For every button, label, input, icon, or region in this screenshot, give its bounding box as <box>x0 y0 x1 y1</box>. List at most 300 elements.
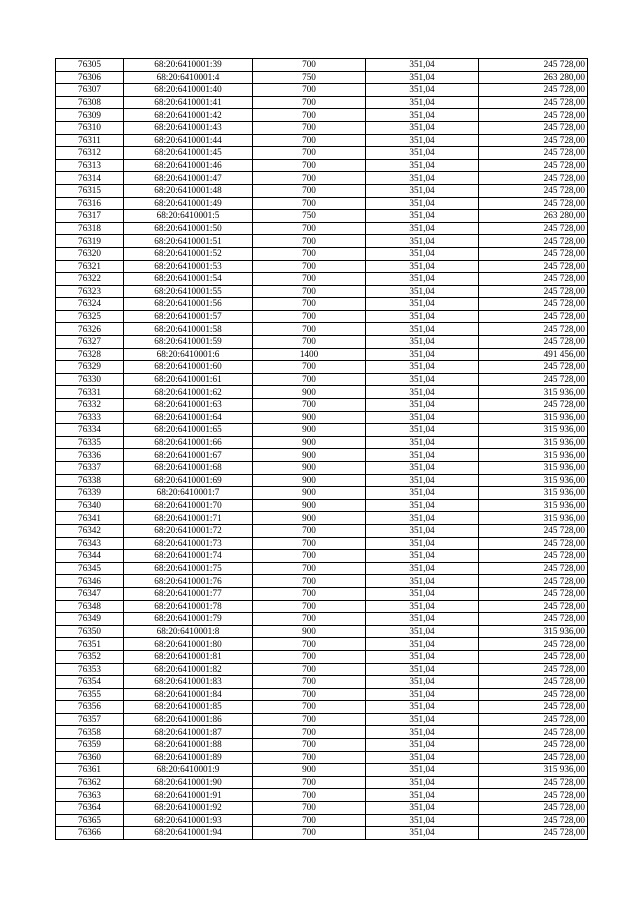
cadastral-number-cell: 68:20:6410001:44 <box>124 134 253 147</box>
value-cell: 315 936,00 <box>479 462 588 475</box>
value-cell: 245 728,00 <box>479 109 588 122</box>
row-number-cell: 76309 <box>56 109 124 122</box>
rate-cell: 351,04 <box>366 310 479 323</box>
cadastral-number-cell: 68:20:6410001:70 <box>124 499 253 512</box>
value-cell: 491 456,00 <box>479 348 588 361</box>
area-cell: 700 <box>253 600 366 613</box>
row-number-cell: 76331 <box>56 386 124 399</box>
area-cell: 700 <box>253 789 366 802</box>
table-row <box>56 172 588 185</box>
cadastral-number-cell: 68:20:6410001:42 <box>124 109 253 122</box>
table-row <box>56 260 588 273</box>
cadastral-number-cell: 68:20:6410001:52 <box>124 247 253 260</box>
cadastral-number-cell: 68:20:6410001:67 <box>124 449 253 462</box>
value-cell: 245 728,00 <box>479 134 588 147</box>
value-cell: 263 280,00 <box>479 71 588 84</box>
table-row <box>56 348 588 361</box>
row-number-cell: 76351 <box>56 638 124 651</box>
area-cell: 700 <box>253 676 366 689</box>
row-number-cell: 76322 <box>56 273 124 286</box>
cadastral-number-cell: 68:20:6410001:5 <box>124 210 253 223</box>
area-cell: 700 <box>253 650 366 663</box>
row-number-cell: 76320 <box>56 247 124 260</box>
cadastral-number-cell: 68:20:6410001:48 <box>124 184 253 197</box>
area-cell: 700 <box>253 688 366 701</box>
value-cell: 245 728,00 <box>479 613 588 626</box>
area-cell: 700 <box>253 197 366 210</box>
rate-cell: 351,04 <box>366 650 479 663</box>
area-cell: 700 <box>253 247 366 260</box>
row-number-cell: 76353 <box>56 663 124 676</box>
cadastral-number-cell: 68:20:6410001:74 <box>124 550 253 563</box>
area-cell: 700 <box>253 524 366 537</box>
rate-cell: 351,04 <box>366 172 479 185</box>
area-cell: 900 <box>253 512 366 525</box>
cadastral-number-cell: 68:20:6410001:84 <box>124 688 253 701</box>
rate-cell: 351,04 <box>366 802 479 815</box>
value-cell: 245 728,00 <box>479 121 588 134</box>
table-row <box>56 147 588 160</box>
cadastral-number-cell: 68:20:6410001:41 <box>124 96 253 109</box>
area-cell: 700 <box>253 562 366 575</box>
rate-cell: 351,04 <box>366 474 479 487</box>
value-cell: 245 728,00 <box>479 713 588 726</box>
rate-cell: 351,04 <box>366 411 479 424</box>
cadastral-number-cell: 68:20:6410001:45 <box>124 147 253 160</box>
row-number-cell: 76354 <box>56 676 124 689</box>
row-number-cell: 76342 <box>56 524 124 537</box>
rate-cell: 351,04 <box>366 197 479 210</box>
cadastral-number-cell: 68:20:6410001:53 <box>124 260 253 273</box>
row-number-cell: 76346 <box>56 575 124 588</box>
table-row <box>56 524 588 537</box>
value-cell: 245 728,00 <box>479 600 588 613</box>
row-number-cell: 76343 <box>56 537 124 550</box>
cadastral-number-cell: 68:20:6410001:81 <box>124 650 253 663</box>
row-number-cell: 76359 <box>56 739 124 752</box>
value-cell: 245 728,00 <box>479 172 588 185</box>
value-cell: 315 936,00 <box>479 386 588 399</box>
rate-cell: 351,04 <box>366 109 479 122</box>
value-cell: 245 728,00 <box>479 184 588 197</box>
row-number-cell: 76357 <box>56 713 124 726</box>
cadastral-number-cell: 68:20:6410001:75 <box>124 562 253 575</box>
cadastral-number-cell: 68:20:6410001:60 <box>124 361 253 374</box>
row-number-cell: 76335 <box>56 436 124 449</box>
cadastral-number-cell: 68:20:6410001:49 <box>124 197 253 210</box>
table-row <box>56 310 588 323</box>
cadastral-number-cell: 68:20:6410001:69 <box>124 474 253 487</box>
value-cell: 245 728,00 <box>479 827 588 840</box>
value-cell: 315 936,00 <box>479 625 588 638</box>
value-cell: 245 728,00 <box>479 524 588 537</box>
area-cell: 700 <box>253 159 366 172</box>
cadastral-number-cell: 68:20:6410001:55 <box>124 285 253 298</box>
table-row <box>56 701 588 714</box>
row-number-cell: 76310 <box>56 121 124 134</box>
table-row <box>56 373 588 386</box>
table-row <box>56 298 588 311</box>
area-cell: 700 <box>253 575 366 588</box>
row-number-cell: 76313 <box>56 159 124 172</box>
row-number-cell: 76314 <box>56 172 124 185</box>
value-cell: 245 728,00 <box>479 575 588 588</box>
cadastral-number-cell: 68:20:6410001:62 <box>124 386 253 399</box>
rate-cell: 351,04 <box>366 550 479 563</box>
value-cell: 245 728,00 <box>479 273 588 286</box>
cadastral-number-cell: 68:20:6410001:82 <box>124 663 253 676</box>
table-row <box>56 361 588 374</box>
value-cell: 245 728,00 <box>479 147 588 160</box>
rate-cell: 351,04 <box>366 638 479 651</box>
cadastral-number-cell: 68:20:6410001:78 <box>124 600 253 613</box>
value-cell: 263 280,00 <box>479 210 588 223</box>
row-number-cell: 76328 <box>56 348 124 361</box>
value-cell: 245 728,00 <box>479 650 588 663</box>
cadastral-number-cell: 68:20:6410001:83 <box>124 676 253 689</box>
area-cell: 700 <box>253 638 366 651</box>
area-cell: 700 <box>253 802 366 815</box>
value-cell: 315 936,00 <box>479 512 588 525</box>
row-number-cell: 76349 <box>56 613 124 626</box>
area-cell: 900 <box>253 462 366 475</box>
table-row <box>56 159 588 172</box>
row-number-cell: 76305 <box>56 59 124 72</box>
area-cell: 900 <box>253 625 366 638</box>
rate-cell: 351,04 <box>366 210 479 223</box>
value-cell: 245 728,00 <box>479 802 588 815</box>
area-cell: 900 <box>253 386 366 399</box>
table-row <box>56 802 588 815</box>
area-cell: 900 <box>253 411 366 424</box>
value-cell: 245 728,00 <box>479 399 588 412</box>
cadastral-number-cell: 68:20:6410001:56 <box>124 298 253 311</box>
table-row <box>56 587 588 600</box>
table-row <box>56 625 588 638</box>
area-cell: 900 <box>253 436 366 449</box>
area-cell: 700 <box>253 260 366 273</box>
rate-cell: 351,04 <box>366 96 479 109</box>
rate-cell: 351,04 <box>366 726 479 739</box>
table-row <box>56 134 588 147</box>
value-cell: 245 728,00 <box>479 638 588 651</box>
rate-cell: 351,04 <box>366 600 479 613</box>
rate-cell: 351,04 <box>366 336 479 349</box>
table-row <box>56 789 588 802</box>
area-cell: 700 <box>253 222 366 235</box>
rate-cell: 351,04 <box>366 298 479 311</box>
table-row <box>56 487 588 500</box>
table-row <box>56 285 588 298</box>
cadastral-number-cell: 68:20:6410001:46 <box>124 159 253 172</box>
rate-cell: 351,04 <box>366 512 479 525</box>
cadastral-number-cell: 68:20:6410001:7 <box>124 487 253 500</box>
rate-cell: 351,04 <box>366 399 479 412</box>
area-cell: 900 <box>253 764 366 777</box>
row-number-cell: 76312 <box>56 147 124 160</box>
value-cell: 245 728,00 <box>479 298 588 311</box>
area-cell: 700 <box>253 701 366 714</box>
row-number-cell: 76334 <box>56 424 124 437</box>
table-row <box>56 499 588 512</box>
rate-cell: 351,04 <box>366 449 479 462</box>
area-cell: 700 <box>253 751 366 764</box>
area-cell: 700 <box>253 310 366 323</box>
rate-cell: 351,04 <box>366 688 479 701</box>
rate-cell: 351,04 <box>366 424 479 437</box>
table-row <box>56 764 588 777</box>
row-number-cell: 76366 <box>56 827 124 840</box>
rate-cell: 351,04 <box>366 147 479 160</box>
table-row <box>56 247 588 260</box>
table-row <box>56 726 588 739</box>
cadastral-number-cell: 68:20:6410001:6 <box>124 348 253 361</box>
area-cell: 900 <box>253 424 366 437</box>
rate-cell: 351,04 <box>366 751 479 764</box>
value-cell: 245 728,00 <box>479 789 588 802</box>
row-number-cell: 76333 <box>56 411 124 424</box>
table-row <box>56 512 588 525</box>
row-number-cell: 76340 <box>56 499 124 512</box>
table-row <box>56 121 588 134</box>
table-row <box>56 474 588 487</box>
table-row <box>56 537 588 550</box>
area-cell: 700 <box>253 814 366 827</box>
table-row <box>56 575 588 588</box>
cadastral-number-cell: 68:20:6410001:65 <box>124 424 253 437</box>
area-cell: 900 <box>253 449 366 462</box>
rate-cell: 351,04 <box>366 84 479 97</box>
rate-cell: 351,04 <box>366 462 479 475</box>
cadastral-number-cell: 68:20:6410001:88 <box>124 739 253 752</box>
value-cell: 245 728,00 <box>479 285 588 298</box>
rate-cell: 351,04 <box>366 676 479 689</box>
table-row <box>56 323 588 336</box>
value-cell: 245 728,00 <box>479 260 588 273</box>
table-row <box>56 399 588 412</box>
table-row <box>56 386 588 399</box>
row-number-cell: 76345 <box>56 562 124 575</box>
row-number-cell: 76360 <box>56 751 124 764</box>
row-number-cell: 76306 <box>56 71 124 84</box>
area-cell: 750 <box>253 71 366 84</box>
area-cell: 700 <box>253 827 366 840</box>
row-number-cell: 76317 <box>56 210 124 223</box>
area-cell: 700 <box>253 323 366 336</box>
area-cell: 700 <box>253 285 366 298</box>
row-number-cell: 76365 <box>56 814 124 827</box>
area-cell: 700 <box>253 273 366 286</box>
area-cell: 750 <box>253 210 366 223</box>
value-cell: 245 728,00 <box>479 235 588 248</box>
value-cell: 315 936,00 <box>479 764 588 777</box>
rate-cell: 351,04 <box>366 222 479 235</box>
cadastral-number-cell: 68:20:6410001:47 <box>124 172 253 185</box>
row-number-cell: 76321 <box>56 260 124 273</box>
area-cell: 700 <box>253 587 366 600</box>
row-number-cell: 76325 <box>56 310 124 323</box>
rate-cell: 351,04 <box>366 663 479 676</box>
cadastral-number-cell: 68:20:6410001:39 <box>124 59 253 72</box>
table-row <box>56 562 588 575</box>
row-number-cell: 76315 <box>56 184 124 197</box>
rate-cell: 351,04 <box>366 524 479 537</box>
cadastral-number-cell: 68:20:6410001:8 <box>124 625 253 638</box>
rate-cell: 351,04 <box>366 247 479 260</box>
cadastral-number-cell: 68:20:6410001:73 <box>124 537 253 550</box>
area-cell: 700 <box>253 373 366 386</box>
value-cell: 245 728,00 <box>479 688 588 701</box>
table-row <box>56 550 588 563</box>
area-cell: 900 <box>253 499 366 512</box>
cadastral-number-cell: 68:20:6410001:94 <box>124 827 253 840</box>
value-cell: 245 728,00 <box>479 59 588 72</box>
table-row <box>56 84 588 97</box>
value-cell: 245 728,00 <box>479 550 588 563</box>
rate-cell: 351,04 <box>366 499 479 512</box>
table-row <box>56 235 588 248</box>
rate-cell: 351,04 <box>366 739 479 752</box>
rate-cell: 351,04 <box>366 764 479 777</box>
area-cell: 900 <box>253 474 366 487</box>
value-cell: 245 728,00 <box>479 96 588 109</box>
rate-cell: 351,04 <box>366 348 479 361</box>
rate-cell: 351,04 <box>366 386 479 399</box>
value-cell: 315 936,00 <box>479 449 588 462</box>
row-number-cell: 76339 <box>56 487 124 500</box>
table-row <box>56 71 588 84</box>
rate-cell: 351,04 <box>366 436 479 449</box>
cadastral-number-cell: 68:20:6410001:77 <box>124 587 253 600</box>
row-number-cell: 76311 <box>56 134 124 147</box>
area-cell: 700 <box>253 59 366 72</box>
row-number-cell: 76316 <box>56 197 124 210</box>
cadastral-number-cell: 68:20:6410001:57 <box>124 310 253 323</box>
table-row <box>56 814 588 827</box>
table-row <box>56 613 588 626</box>
cadastral-number-cell: 68:20:6410001:87 <box>124 726 253 739</box>
row-number-cell: 76319 <box>56 235 124 248</box>
value-cell: 245 728,00 <box>479 751 588 764</box>
rate-cell: 351,04 <box>366 487 479 500</box>
area-cell: 700 <box>253 121 366 134</box>
area-cell: 700 <box>253 109 366 122</box>
cadastral-number-cell: 68:20:6410001:68 <box>124 462 253 475</box>
table-body <box>56 59 588 840</box>
value-cell: 245 728,00 <box>479 562 588 575</box>
area-cell: 700 <box>253 537 366 550</box>
cadastral-number-cell: 68:20:6410001:4 <box>124 71 253 84</box>
table-row <box>56 109 588 122</box>
row-number-cell: 76347 <box>56 587 124 600</box>
row-number-cell: 76330 <box>56 373 124 386</box>
rate-cell: 351,04 <box>366 613 479 626</box>
table-row <box>56 336 588 349</box>
value-cell: 245 728,00 <box>479 776 588 789</box>
row-number-cell: 76348 <box>56 600 124 613</box>
rate-cell: 351,04 <box>366 562 479 575</box>
table-row <box>56 600 588 613</box>
value-cell: 245 728,00 <box>479 373 588 386</box>
row-number-cell: 76307 <box>56 84 124 97</box>
cadastral-number-cell: 68:20:6410001:72 <box>124 524 253 537</box>
cadastral-number-cell: 68:20:6410001:86 <box>124 713 253 726</box>
area-cell: 700 <box>253 96 366 109</box>
row-number-cell: 76362 <box>56 776 124 789</box>
table-row <box>56 739 588 752</box>
value-cell: 245 728,00 <box>479 310 588 323</box>
row-number-cell: 76337 <box>56 462 124 475</box>
value-cell: 245 728,00 <box>479 726 588 739</box>
rate-cell: 351,04 <box>366 59 479 72</box>
cadastral-number-cell: 68:20:6410001:66 <box>124 436 253 449</box>
value-cell: 245 728,00 <box>479 197 588 210</box>
row-number-cell: 76338 <box>56 474 124 487</box>
rate-cell: 351,04 <box>366 575 479 588</box>
area-cell: 700 <box>253 147 366 160</box>
cadastral-number-cell: 68:20:6410001:92 <box>124 802 253 815</box>
table-row <box>56 676 588 689</box>
rate-cell: 351,04 <box>366 260 479 273</box>
cadastral-number-cell: 68:20:6410001:9 <box>124 764 253 777</box>
cadastral-number-cell: 68:20:6410001:76 <box>124 575 253 588</box>
cadastral-number-cell: 68:20:6410001:43 <box>124 121 253 134</box>
table-row <box>56 96 588 109</box>
value-cell: 245 728,00 <box>479 323 588 336</box>
cadastral-number-cell: 68:20:6410001:61 <box>124 373 253 386</box>
area-cell: 700 <box>253 613 366 626</box>
rate-cell: 351,04 <box>366 373 479 386</box>
value-cell: 245 728,00 <box>479 814 588 827</box>
value-cell: 245 728,00 <box>479 222 588 235</box>
table-row <box>56 197 588 210</box>
row-number-cell: 76352 <box>56 650 124 663</box>
area-cell: 700 <box>253 713 366 726</box>
cadastral-number-cell: 68:20:6410001:85 <box>124 701 253 714</box>
table-row <box>56 663 588 676</box>
row-number-cell: 76324 <box>56 298 124 311</box>
area-cell: 700 <box>253 739 366 752</box>
row-number-cell: 76341 <box>56 512 124 525</box>
table-row <box>56 210 588 223</box>
cadastral-number-cell: 68:20:6410001:71 <box>124 512 253 525</box>
row-number-cell: 76318 <box>56 222 124 235</box>
row-number-cell: 76326 <box>56 323 124 336</box>
area-cell: 700 <box>253 399 366 412</box>
rate-cell: 351,04 <box>366 71 479 84</box>
rate-cell: 351,04 <box>366 273 479 286</box>
value-cell: 315 936,00 <box>479 411 588 424</box>
table-row <box>56 776 588 789</box>
value-cell: 245 728,00 <box>479 676 588 689</box>
cadastral-number-cell: 68:20:6410001:89 <box>124 751 253 764</box>
rate-cell: 351,04 <box>366 285 479 298</box>
area-cell: 700 <box>253 726 366 739</box>
value-cell: 245 728,00 <box>479 739 588 752</box>
rate-cell: 351,04 <box>366 789 479 802</box>
area-cell: 700 <box>253 336 366 349</box>
value-cell: 245 728,00 <box>479 663 588 676</box>
cadastral-number-cell: 68:20:6410001:93 <box>124 814 253 827</box>
table-row <box>56 59 588 72</box>
cadastral-number-cell: 68:20:6410001:51 <box>124 235 253 248</box>
rate-cell: 351,04 <box>366 701 479 714</box>
rate-cell: 351,04 <box>366 537 479 550</box>
table-row <box>56 462 588 475</box>
cadastral-number-cell: 68:20:6410001:79 <box>124 613 253 626</box>
row-number-cell: 76323 <box>56 285 124 298</box>
rate-cell: 351,04 <box>366 625 479 638</box>
